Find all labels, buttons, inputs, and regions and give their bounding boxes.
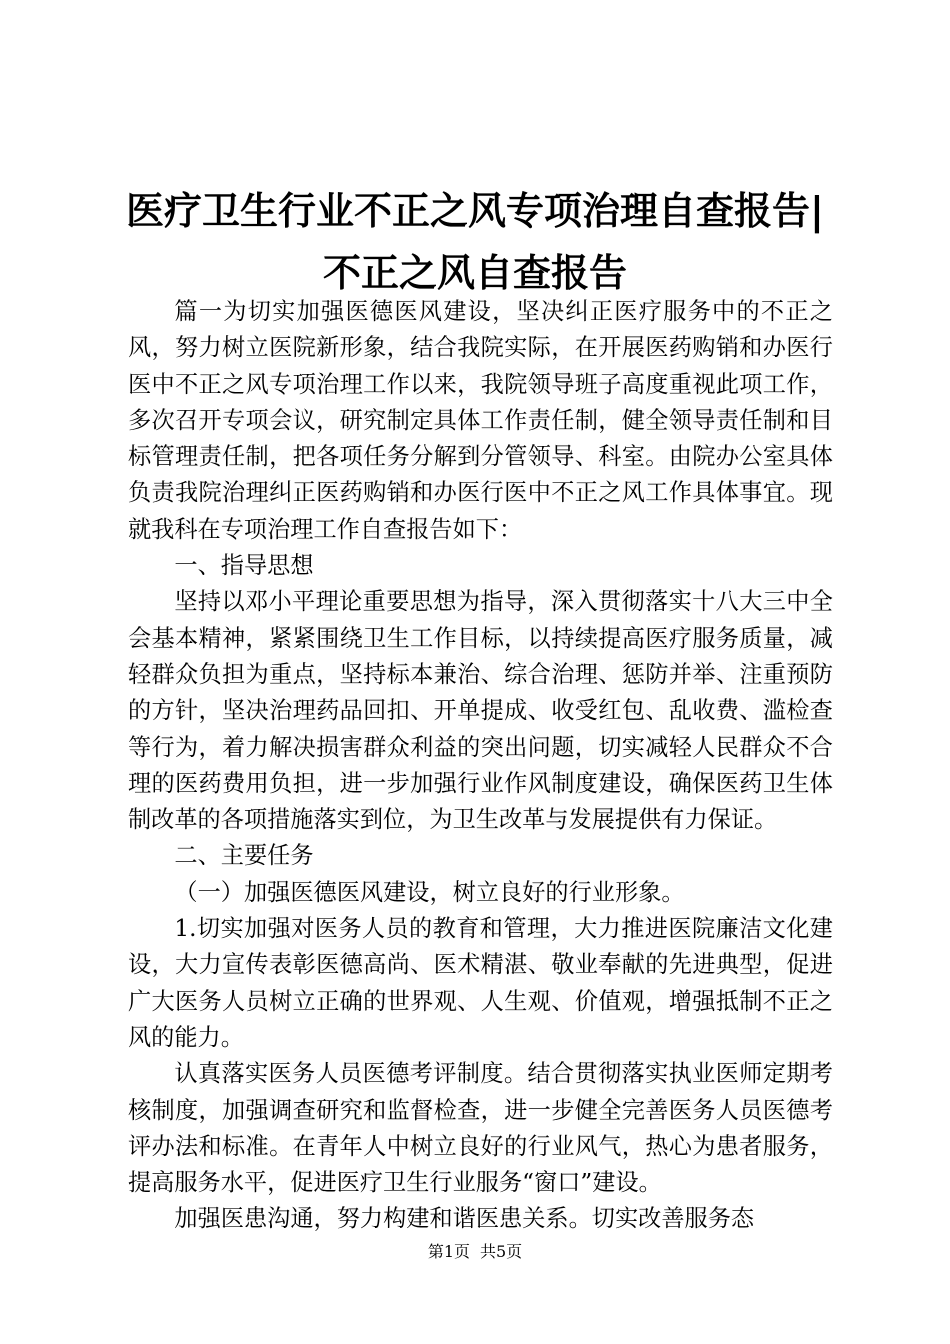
page-footer bbox=[0, 1241, 950, 1263]
section-heading-guiding-ideology: 一、指导思想 bbox=[174, 552, 314, 580]
page-number: 第1页 bbox=[427, 1242, 470, 1261]
paragraph-education-management: 1.切实加强对医务人员的教育和管理，大力推进医院廉洁文化建设，大力宣传表彰医德高尚、医术精湛、敬业奉献的先进典型，促进广大医务人员树立正确的世界观、人生观、价值观，增强抵制不正之风的能力。 bbox=[128, 915, 833, 1051]
paragraph-doctor-patient-communication: 加强医患沟通，努力构建和谐医患关系。切实改善服务态 bbox=[174, 1205, 755, 1233]
paragraph-guiding-ideology: 坚持以邓小平理论重要思想为指导，深入贯彻落实十八大三中全会基本精神，紧紧围绕卫生工作目标，以持续提高医疗服务质量，减轻群众负担为重点，坚持标本兼治、综合治理、惩防并举、注重预防的方针，坚决治理药品回扣、开单提成、收受红包、乱收费、滥检查等行为，着力解决损害群众利益的突出问题，切实减轻人民群众不合理的医药费用负担，进一步加强行业作风制度建设，确保医药卫生体制改革的各项措施落实到位，为卫生改革与发展提供有力保证。 bbox=[128, 588, 833, 834]
document-title: 医疗卫生行业不正之风专项治理自查报告|不正之风自查报告 bbox=[126, 189, 824, 295]
paragraph-intro: 篇一为切实加强医德医风建设，坚决纠正医疗服务中的不正之风，努力树立医院新形象，结合我院实际，在开展医药购销和办医行医中不正之风专项治理工作以来，我院领导班子高度重视此项工作，多次召开专项会议，研究制定具体工作责任制，健全领导责任制和目标管理责任制，把各项任务分解到分管领导、科室。由院办公室具体负责我院治理纠正医药购销和办医行医中不正之风工作具体事宜。现就我科在专项治理工作自查报告如下： bbox=[128, 298, 833, 543]
subsection-heading-medical-ethics: （一）加强医德医风建设，树立良好的行业形象。 bbox=[174, 878, 685, 906]
document-body bbox=[128, 294, 833, 1238]
paragraph-ethics-evaluation: 认真落实医务人员医德考评制度。结合贯彻落实执业医师定期考核制度，加强调查研究和监督检查，进一步健全完善医务人员医德考评办法和标准。在青年人中树立良好的行业风气，热心为患者服务，提高服务水平，促进医疗卫生行业服务“窗口”建设。 bbox=[128, 1060, 833, 1197]
section-heading-main-tasks: 二、主要任务 bbox=[174, 842, 314, 870]
page-total: 共5页 bbox=[480, 1242, 523, 1261]
